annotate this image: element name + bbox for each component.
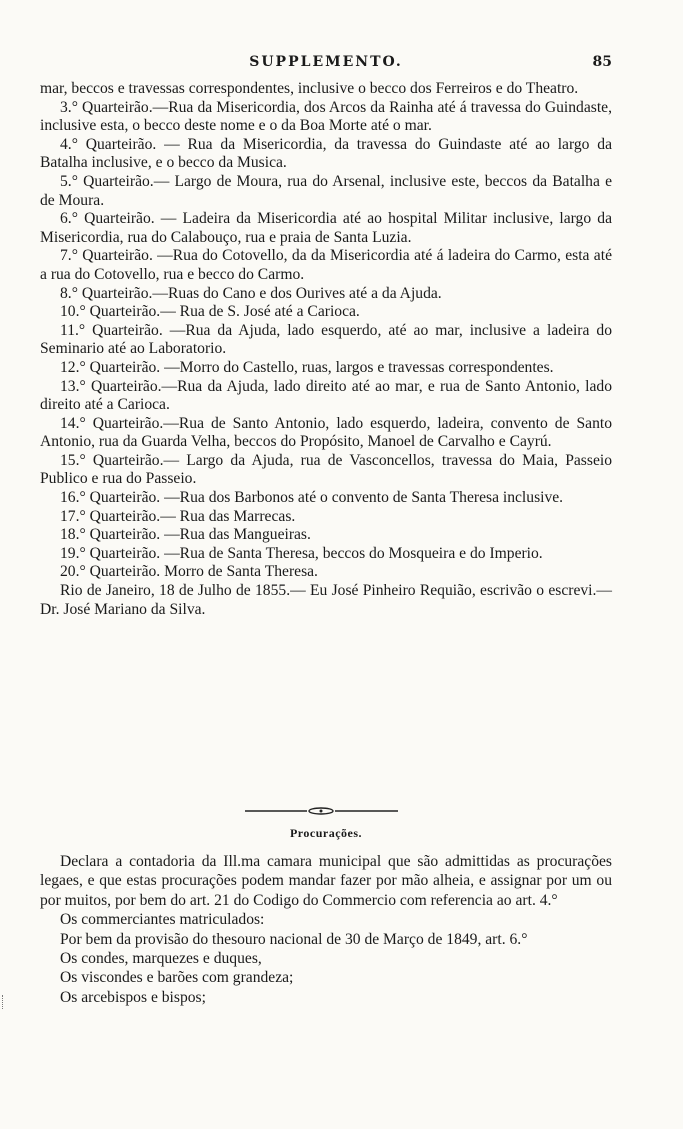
paragraph: 5.° Quarteirão.— Largo de Moura, rua do Arsenal, inclusive este, beccos da Batalha e de Moura. xyxy=(40,172,612,209)
paragraph: 19.° Quarteirão. —Rua de Santa Theresa, beccos do Mosqueira e do Imperio. xyxy=(60,544,543,562)
page-header xyxy=(40,54,612,76)
paragraph: 10.° Quarteirão.— Rua de S. José até a Carioca. xyxy=(60,303,360,321)
margin-speck xyxy=(2,995,9,1009)
paragraph: 14.° Quarteirão.—Rua de Santo Antonio, lado esquerdo, ladeira, convento de Santo Antonio, rua da Guarda Velha, beccos do Propósito, Manoel de Carvalho e Cayrú. xyxy=(40,414,612,451)
paragraph: 3.° Quarteirão.—Rua da Misericordia, dos Arcos da Rainha até á travessa do Guindaste, inclusive esta, o becco deste nome e o da Boa Morte até o mar. xyxy=(40,98,612,135)
paragraph: mar, beccos e travessas correspondentes, inclusive o becco dos Ferreiros e do Theatro. xyxy=(40,80,579,97)
paragraph: 15.° Quarteirão.— Largo da Ajuda, rua de Vasconcellos, travessa do Maia, Passeio Publico e rua do Passeio. xyxy=(40,451,612,488)
section-heading: Procurações. xyxy=(289,826,363,840)
paragraph: Os commerciantes matriculados: xyxy=(60,911,265,929)
paragraph: 7.° Quarteirão. —Rua do Cotovello, da da Misericordia até á ladeira do Carmo, esta até a rua do Cotovello, rua e becco do Carmo. xyxy=(40,247,612,283)
ornamental-divider xyxy=(245,806,398,816)
paragraph: 16.° Quarteirão. —Rua dos Barbonos até o convento de Santa Theresa inclusive. xyxy=(60,489,564,507)
running-title: SUPPLEMENTO. xyxy=(249,54,403,70)
paragraph: 8.° Quarteirão.—Ruas do Cano e dos Ourives até a da Ajuda. xyxy=(60,284,442,302)
paragraph: 6.° Quarteirão. — Ladeira da Misericordia até ao hospital Militar inclusive, largo da Misericordia, rua do Calabouço, rua e praia de Santa Luzia. xyxy=(40,210,612,246)
paragraph: Os arcebispos e bispos; xyxy=(60,988,206,1006)
paragraph: Os condes, marquezes e duques, xyxy=(60,950,262,968)
paragraph: 20.° Quarteirão. Morro de Santa Theresa. xyxy=(60,563,318,581)
page-number: 85 xyxy=(592,54,612,70)
paragraph: Declara a contadoria da Ill.ma camara municipal que são admittidas as procurações legaes, e que estas procurações podem mandar fazer por mão alheia, e assignar por um ou por muitos, por bem do art. 21 do Codigo do Commercio com referencia ao art. 4.° xyxy=(40,853,612,909)
paragraph: 11.° Quarteirão. —Rua da Ajuda, lado esquerdo, até ao mar, inclusive a ladeira do Seminario até ao Laboratorio. xyxy=(40,321,612,358)
quarteirao-list xyxy=(40,80,612,619)
paragraph: 13.° Quarteirão.—Rua da Ajuda, lado direito até ao mar, e rua de Santo Antonio, lado direito até a Carioca. xyxy=(40,377,612,414)
paragraph: Os viscondes e barões com grandeza; xyxy=(60,969,294,987)
paragraph: Por bem da provisão do thesouro nacional de 30 de Março de 1849, art. 6.° xyxy=(60,930,528,948)
signature-paragraph: Rio de Janeiro, 18 de Julho de 1855.— Eu José Pinheiro Requião, escrivão o escrevi.— Dr. José Mariano da Silva. xyxy=(40,582,612,618)
paragraph: 12.° Quarteirão. —Morro do Castello, ruas, largos e travessas correspondentes. xyxy=(60,358,554,376)
paragraph: 4.° Quarteirão. — Rua da Misericordia, da travessa do Guindaste até ao largo da Batalha inclusive, e o becco da Musica. xyxy=(40,135,612,172)
procuracoes-section xyxy=(40,852,612,1007)
paragraph: 17.° Quarteirão.— Rua das Marrecas. xyxy=(60,507,296,525)
paragraph: 18.° Quarteirão. —Rua das Mangueiras. xyxy=(60,526,311,544)
